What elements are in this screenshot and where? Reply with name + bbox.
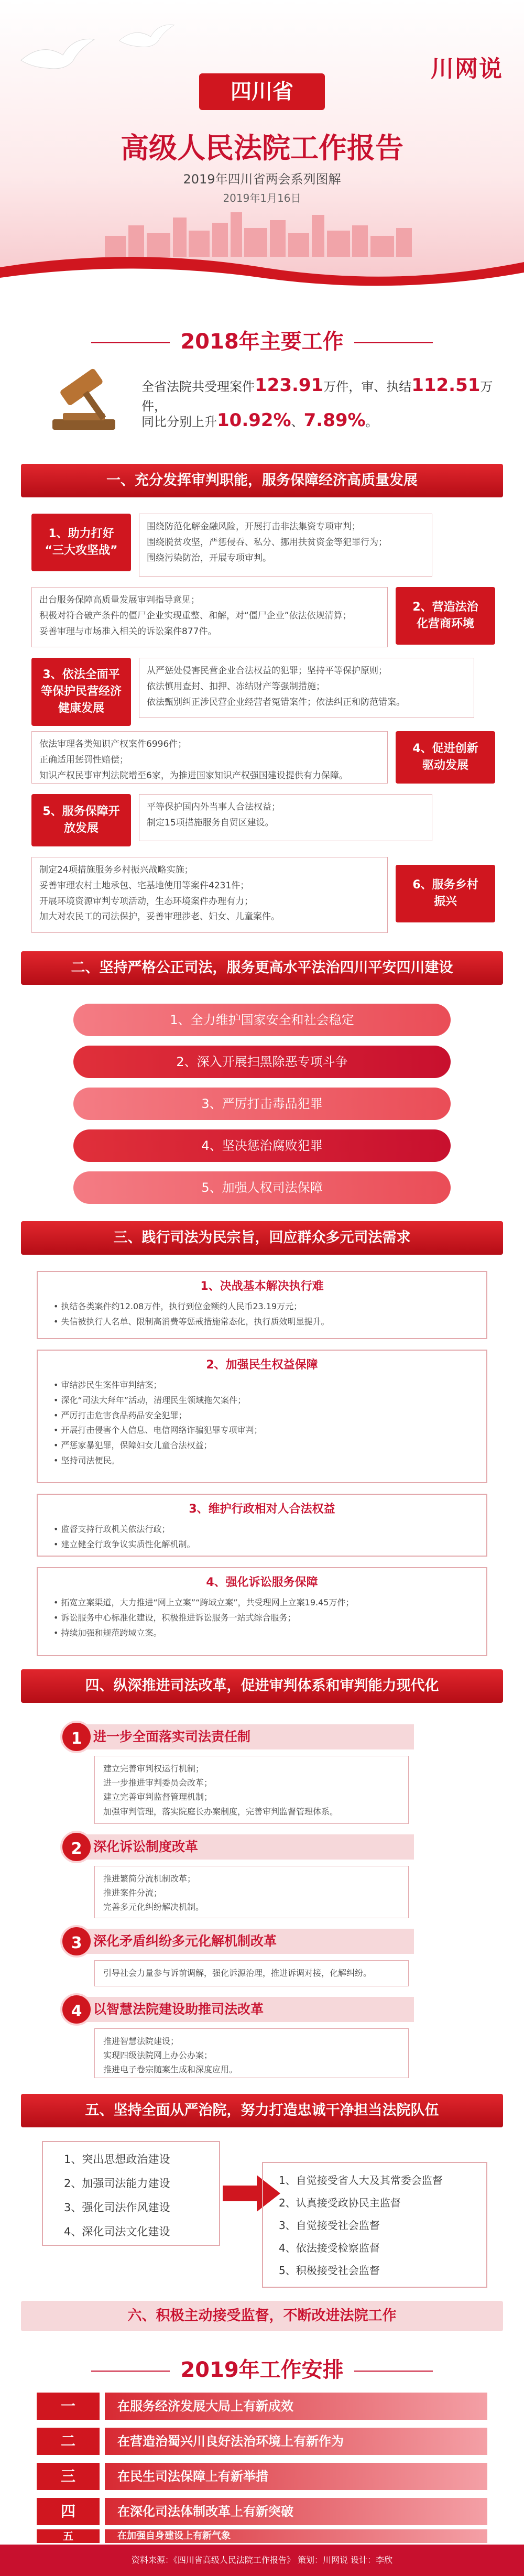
s3-heading-3: 3、维护行政相对人合法权益 <box>189 1503 335 1516</box>
s4-bar-2: 深化诉讼制度改革 <box>79 1834 414 1860</box>
s4-number-3: 3 <box>60 1925 93 1958</box>
plan-row-5: 在加强自身建设上有新气象 <box>105 2529 487 2543</box>
section-3-banner: 三、践行司法为民宗旨，回应群众多元司法需求 <box>21 1221 503 1255</box>
s3-block-3 <box>37 1494 487 1557</box>
s4-bar-3: 深化矛盾纠纷多元化解机制改革 <box>79 1929 414 1954</box>
page-subtitle: 2019年四川省两会系列图解 <box>183 172 341 187</box>
s4-box-3: 引导社会力量参与诉前调解，强化诉源治理，推进诉调对接，化解纠纷。 <box>94 1960 409 1986</box>
plan-number-5: 五 <box>37 2529 100 2543</box>
s4-number-2: 2 <box>60 1831 93 1863</box>
overview-line-1: 全省法院共受理案件123.91万件，审、执结112.51万件， <box>141 375 493 414</box>
brand-logo: 川网说 <box>431 56 503 82</box>
s1-box-4: 依法审理各类知识产权案件6996件； 正确适用惩罚性赔偿； 知识产权民事审判法院增至6家，为推进国家知识产权强国建设提供有力保障。 <box>31 731 388 784</box>
overview-heading: 2018年主要工作 <box>0 325 524 355</box>
s5-item-4: 4、深化司法文化建设 <box>64 2225 170 2238</box>
section-5-banner: 五、坚持全面从严治院，努力打造忠诚干净担当法院队伍 <box>21 2094 503 2127</box>
s1-tag-2: 2、营造法治 化营商环境 <box>396 587 495 645</box>
plan-number-2: 二 <box>37 2428 100 2455</box>
s4-box-2: 推进繁简分流机制改革； 推进案件分流； 完善多元化纠纷解决机制。 <box>94 1866 409 1918</box>
dove-icon <box>16 31 100 79</box>
s4-box-4: 推进智慧法院建设； 实现四级法院网上办公办案； 推进电子卷宗随案生成和深度应用。 <box>94 2028 409 2078</box>
s1-tag-3: 3、依法全面平 等保护民营经济 健康发展 <box>31 658 131 726</box>
s5-list <box>42 2141 220 2246</box>
s4-number-4: 4 <box>60 1993 93 2026</box>
s6-item-1: 1、自觉接受省人大及其常委会监督 <box>279 2174 443 2187</box>
s2-item-5: 5、加强人权司法保障 <box>73 1171 451 1204</box>
s1-tag-1: 1、助力打好 “三大攻坚战” <box>31 514 131 571</box>
s6-item-2: 2、认真接受政协民主监督 <box>279 2197 401 2209</box>
s6-list <box>262 2162 487 2288</box>
section-1-banner: 一、充分发挥审判职能，服务保障经济高质量发展 <box>21 464 503 497</box>
plan-heading: 2019年工作安排 <box>0 2353 524 2383</box>
plan-row-1: 在服务经济发展大局上有新成效 <box>105 2393 487 2420</box>
s4-bar-4: 以智慧法院建设助推司法改革 <box>79 1997 414 2022</box>
s3-body-4: • 拓宽立案渠道，大力推进“网上立案”“跨域立案”，共受理网上立案19.45万件； • 诉讼服务中心标准化建设，积极推进诉讼服务一站式综合服务； • 持续加强和规范跨域立案。 <box>53 1597 354 1638</box>
province-label: 四川省 <box>199 73 325 110</box>
s3-body-2: • 审结涉民生案件审判结案； • 深化“司法大拜年”活动，清理民生领域拖欠案件； • 严厉打击危害食品药品安全犯罪； • 开展打击侵害个人信息、电信网络诈骗犯罪专项审判； • 严惩家暴犯罪，保障妇女儿童合法权益； • 坚持司法便民。 <box>53 1380 263 1465</box>
s3-block-2 <box>37 1350 487 1483</box>
section-6-banner: 六、积极主动接受监督，不断改进法院工作 <box>21 2301 503 2331</box>
header <box>0 0 524 294</box>
s1-box-5: 平等保护国内外当事人合法权益； 制定15项措施服务自贸区建设。 <box>139 794 432 841</box>
plan-row-2: 在营造治蜀兴川良好法治环境上有新作为 <box>105 2428 487 2455</box>
plan-number-1: 一 <box>37 2393 100 2420</box>
s4-number-1: 1 <box>60 1721 93 1753</box>
gavel-icon <box>42 362 126 435</box>
s4-box-1: 建立完善审判权运行机制； 进一步推进审判委员会改革； 建立完善审判监督管理机制； 加强审判管理，落实院庭长办案制度，完善审判监督管理体系。 <box>94 1756 409 1824</box>
s1-box-2: 出台服务保障高质量发展审判指导意见； 积极对符合破产条件的僵尸企业实现重整、和解，对“僵尸企业”依法依规清算； 妥善审理与市场准入相关的诉讼案件877件。 <box>31 587 388 647</box>
s6-item-5: 5、积极接受社会监督 <box>279 2264 380 2277</box>
s3-body-1: • 执结各类案件约12.08万件，执行到位金额约人民币23.19万元； • 失信被执行人名单、限制高消费等惩戒措施常态化，执行质效明显提升。 <box>53 1301 330 1327</box>
s5-item-3: 3、强化司法作风建设 <box>64 2201 170 2214</box>
section-2-banner: 二、坚持严格公正司法，服务更高水平法治四川平安四川建设 <box>21 951 503 985</box>
s6-item-3: 3、自觉接受社会监督 <box>279 2219 380 2232</box>
plan-number-4: 四 <box>37 2498 100 2525</box>
plan-number-3: 三 <box>37 2463 100 2490</box>
s3-heading-4: 4、强化诉讼服务保障 <box>206 1576 318 1589</box>
s1-tag-6: 6、服务乡村 振兴 <box>396 865 495 922</box>
s4-bar-1: 进一步全面落实司法责任制 <box>79 1724 414 1749</box>
section-4-banner: 四、纵深推进司法改革，促进审判体系和审判能力现代化 <box>21 1669 503 1703</box>
s3-heading-2: 2、加强民生权益保障 <box>206 1358 318 1372</box>
s6-item-4: 4、依法接受检察监督 <box>279 2242 380 2254</box>
s3-body-3: • 监督支持行政机关依法行政； • 建立健全行政争议实质性化解机制。 <box>53 1524 195 1549</box>
s1-tag-5: 5、服务保障开 放发展 <box>31 794 131 846</box>
page-title: 高级人民法院工作报告 <box>121 132 403 165</box>
s5-item-2: 2、加强司法能力建设 <box>64 2177 170 2190</box>
s1-box-6: 制定24项措施服务乡村振兴战略实施； 妥善审理农村土地承包、宅基地使用等案件4231件； 开展环境资源审判专项活动，生态环境案件办理有力； 加大对农民工的司法保护，妥善审理涉老、妇女、儿童案件。 <box>31 857 388 933</box>
s3-block-4 <box>37 1567 487 1656</box>
s5-item-1: 1、突出思想政治建设 <box>64 2153 170 2166</box>
s2-item-2: 2、深入开展扫黑除恶专项斗争 <box>73 1046 451 1078</box>
s2-item-3: 3、严厉打击毒品犯罪 <box>73 1088 451 1120</box>
s3-heading-1: 1、决战基本解决执行难 <box>200 1280 324 1293</box>
s3-block-1 <box>37 1271 487 1339</box>
page-date: 2019年1月16日 <box>223 192 301 204</box>
header-wave <box>0 246 524 294</box>
overview-line-2: 同比分别上升10.92%、7.89%。 <box>141 410 378 431</box>
s1-tag-4: 4、促进创新 驱动发展 <box>396 731 495 784</box>
plan-row-3: 在民生司法保障上有新举措 <box>105 2463 487 2490</box>
s1-box-1: 围绕防范化解金融风险，开展打击非法集资专项审判； 围绕脱贫攻坚，严惩侵吞、私分、挪用扶贫资金等犯罪行为； 围绕污染防治，开展专项审判。 <box>139 514 432 577</box>
s2-item-4: 4、坚决惩治腐败犯罪 <box>73 1129 451 1162</box>
dove-icon <box>115 18 178 55</box>
footer-credits: 资料来源：《四川省高级人民法院工作报告》 策划：川网说 设计：李欣 <box>0 2545 524 2576</box>
s1-box-3: 从严惩处侵害民营企业合法权益的犯罪；坚持平等保护原则； 依法慎用查封、扣押、冻结财产等强制措施； 依法甄别纠正涉民营企业经营者冤错案件；依法纠正和防范错案。 <box>139 658 474 718</box>
s2-item-1: 1、全力维护国家安全和社会稳定 <box>73 1004 451 1036</box>
plan-row-4: 在深化司法体制改革上有新突破 <box>105 2498 487 2525</box>
